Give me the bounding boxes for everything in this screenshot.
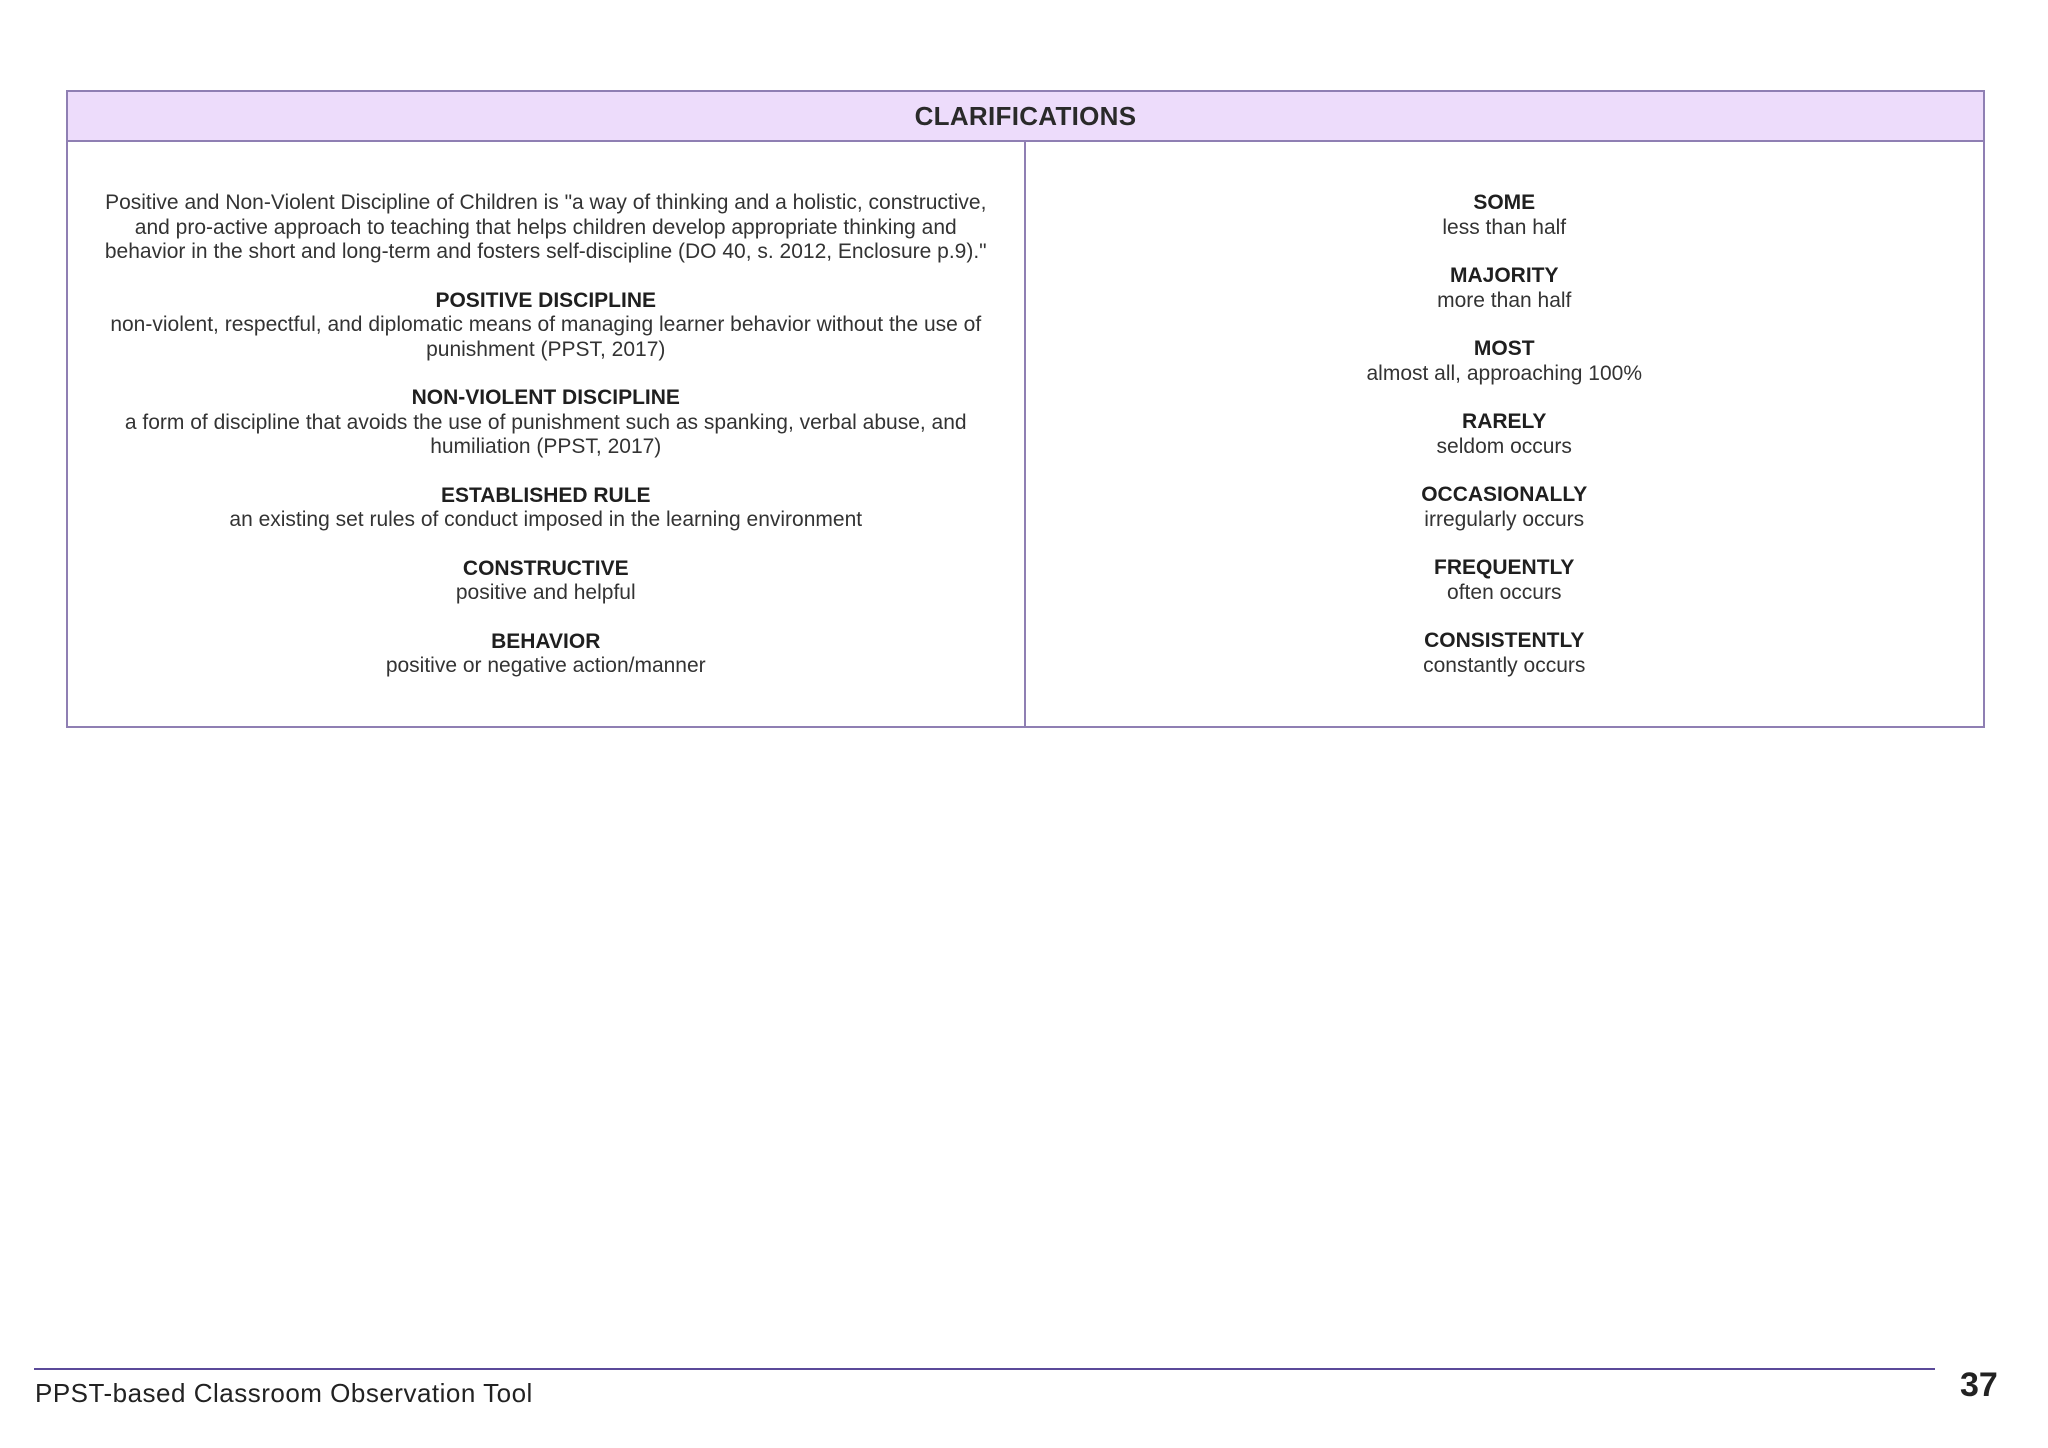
term-label: BEHAVIOR [491,629,601,653]
term-label: CONSISTENTLY [1424,629,1585,652]
term-definition: a form of discipline that avoids the use of punishment such as spanking, verbal abuse, and humiliation (PPST, 2017) [124,410,967,458]
definition-entry [82,386,1010,460]
term-definition: irregularly occurs [1424,507,1585,531]
term-label: NON-VIOLENT DISCIPLINE [411,386,680,409]
term-definition: positive and helpful [455,581,636,604]
frequency-entry [1040,337,1970,386]
term-label: MAJORITY [1449,264,1559,287]
definition-entry [82,289,1010,363]
page-number: 37 [1960,1366,1998,1404]
definition-entry [82,557,1010,606]
right-column [1026,142,1984,726]
frequency-entry [1040,264,1970,313]
left-column [68,142,1026,726]
term-label: ESTABLISHED RULE [440,483,651,507]
definition-entry [82,630,1010,679]
term-definition: less than half [1442,215,1567,239]
term-definition: seldom occurs [1436,434,1572,458]
definition-entry [82,484,1010,533]
frequency-entry [1040,191,1970,240]
intro-paragraph: Positive and Non-Violent Discipline of Children is "a way of thinking and a holistic, constructive, and pro-active approach to teaching that helps children develop appropriate thinking and behavior in the short and long-term and fosters self-discipline (DO 40, s. 2012, Enclosure p.9)." [104,191,987,263]
term-label: POSITIVE DISCIPLINE [435,288,657,312]
term-label: OCCASIONALLY [1421,483,1588,506]
term-definition: an existing set rules of conduct imposed in the learning environment [229,508,863,531]
frequency-entry [1040,629,1970,678]
term-label: FREQUENTLY [1434,556,1575,579]
term-label: MOST [1473,337,1535,360]
term-label: SOME [1473,191,1536,214]
term-definition: more than half [1437,288,1572,312]
term-definition: non-violent, respectful, and diplomatic means of managing learner behavior without the use of punishment (PPST, 2017) [110,313,982,361]
term-definition: positive or negative action/manner [385,654,706,677]
term-label: RARELY [1462,410,1547,433]
footer-divider [34,1368,1935,1370]
clarifications-table [66,90,1985,728]
term-label: CONSTRUCTIVE [462,556,629,580]
table-body [68,142,1983,726]
frequency-entry [1040,556,1970,605]
frequency-entry [1040,483,1970,532]
term-definition: almost all, approaching 100% [1366,361,1642,385]
frequency-entry [1040,410,1970,459]
term-definition: often occurs [1447,580,1562,604]
table-header: CLARIFICATIONS [68,92,1983,142]
footer-title: PPST-based Classroom Observation Tool [35,1378,533,1408]
term-definition: constantly occurs [1423,653,1586,677]
